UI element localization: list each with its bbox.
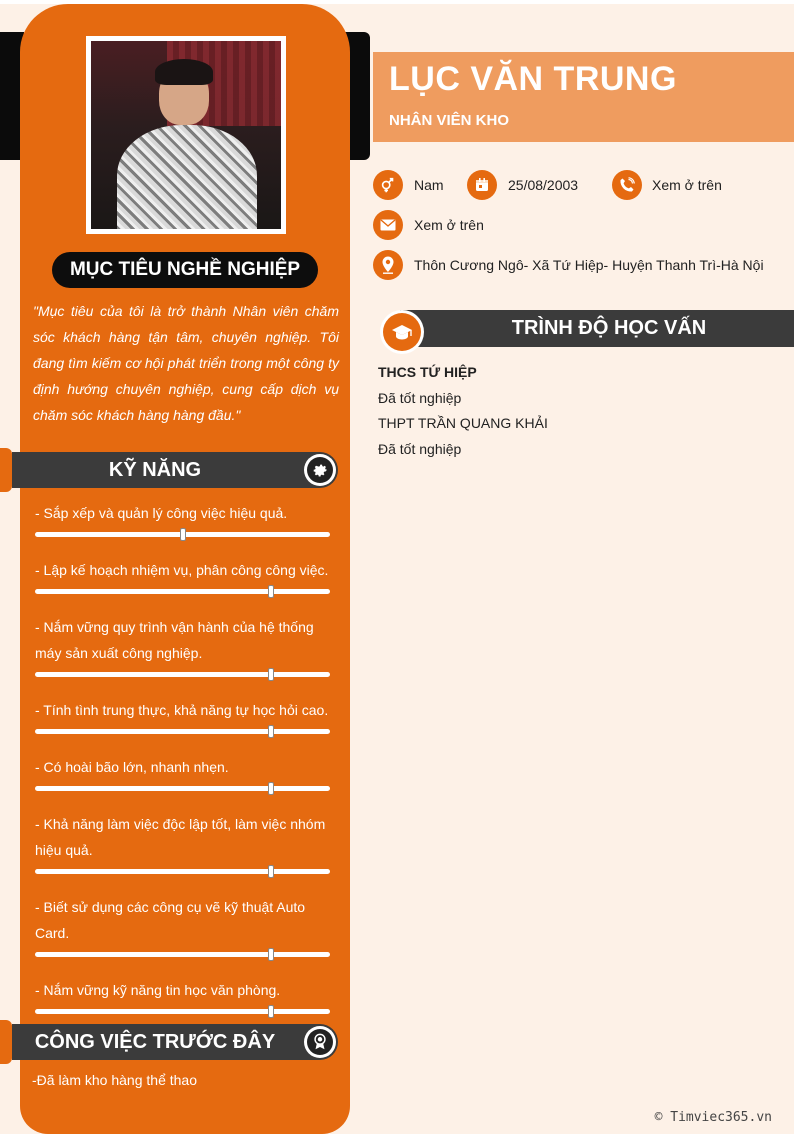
skill-level-marker: [268, 725, 274, 738]
photo-image: [91, 41, 281, 229]
gender-value: Nam: [414, 177, 444, 193]
skill-label: - Tính tình trung thực, khả năng tự học hỏi cao.: [35, 702, 329, 718]
objective-heading: MỤC TIÊU NGHỀ NGHIỆP: [52, 252, 318, 288]
education-line: Đã tốt nghiệp: [378, 389, 462, 406]
sidebar: [20, 4, 350, 1134]
location-pin-icon: [373, 250, 403, 280]
experience-header: [0, 1024, 338, 1060]
gear-icon: [307, 457, 333, 483]
skill-label: - Biết sử dụng các công cụ vẽ kỹ thuật Auto Card.: [35, 899, 306, 941]
skill-label: - Nắm vững kỹ năng tin học văn phòng.: [35, 982, 281, 998]
skill-level-bar: [35, 869, 330, 874]
education-line: Đã tốt nghiệp: [378, 440, 462, 457]
skill-level-bar: [35, 672, 330, 677]
skill-level-bar: [35, 589, 330, 594]
skill-label: - Lập kế hoạch nhiệm vụ, phân công công việc.: [35, 562, 329, 578]
experience-text: -Đã làm kho hàng thể thao: [32, 1072, 197, 1088]
mail-icon: [373, 210, 403, 240]
skills-header: [0, 452, 338, 488]
education-list: [378, 360, 548, 462]
award-icon: [307, 1029, 333, 1055]
phone-icon: [612, 170, 642, 200]
calendar-icon: [467, 170, 497, 200]
skill-level-marker: [268, 865, 274, 878]
skill-level-marker: [268, 585, 274, 598]
skill-level-marker: [268, 782, 274, 795]
full-name: LỤC VĂN TRUNG: [389, 60, 677, 98]
skill-level-bar: [35, 952, 330, 957]
skill-level-marker: [180, 528, 186, 541]
header-block: [373, 52, 794, 142]
cv-page: [0, 4, 794, 1134]
skill-label: - Nắm vững quy trình vận hành của hệ thống máy sản xuất công nghiệp.: [35, 619, 314, 661]
skill-label: - Sắp xếp và quản lý công việc hiệu quả.: [35, 505, 288, 521]
address-value: Thôn Cương Ngô- Xã Tứ Hiệp- Huyện Thanh Trì-Hà Nội: [414, 257, 764, 273]
objective-text: "Mục tiêu của tôi là trở thành Nhân viên chăm sóc khách hàng tận tâm, chuyên nghiệp. Tôi đang tìm kiếm cơ hội phát triển trong một công ty định hướng chuyên nghiệp, cung cấp dịch vụ chăm sóc khách hàng hàng đầu.": [33, 303, 339, 423]
skill-level-marker: [268, 1005, 274, 1018]
skill-level-marker: [268, 948, 274, 961]
email-value: Xem ở trên: [414, 217, 484, 233]
skills-list: [35, 500, 335, 1034]
education-line: THCS TỨ HIỆP: [378, 364, 477, 380]
birthdate-value: 25/08/2003: [508, 177, 579, 193]
skill-level-marker: [268, 668, 274, 681]
skill-level-bar: [35, 786, 330, 791]
job-title: NHÂN VIÊN KHO: [389, 112, 510, 129]
education-heading: TRÌNH ĐỘ HỌC VẤN: [400, 310, 794, 347]
skill-level-bar: [35, 1009, 330, 1014]
footer-credit: © Timviec365.vn: [654, 1110, 772, 1125]
skill-label: - Khả năng làm việc độc lập tốt, làm việc nhóm hiệu quả.: [35, 816, 326, 858]
skills-heading: KỸ NĂNG: [12, 452, 338, 488]
experience-heading: CÔNG VIỆC TRƯỚC ĐÂY: [12, 1024, 338, 1060]
phone-value: Xem ở trên: [652, 177, 722, 193]
skill-level-bar: [35, 729, 330, 734]
skill-level-bar: [35, 532, 330, 537]
gender-icon: [373, 170, 403, 200]
graduation-cap-icon: [383, 313, 421, 351]
profile-photo: [86, 36, 286, 234]
skill-label: - Có hoài bão lớn, nhanh nhẹn.: [35, 759, 229, 775]
education-line: THPT TRẦN QUANG KHẢI: [378, 415, 548, 431]
education-header: [380, 310, 794, 350]
